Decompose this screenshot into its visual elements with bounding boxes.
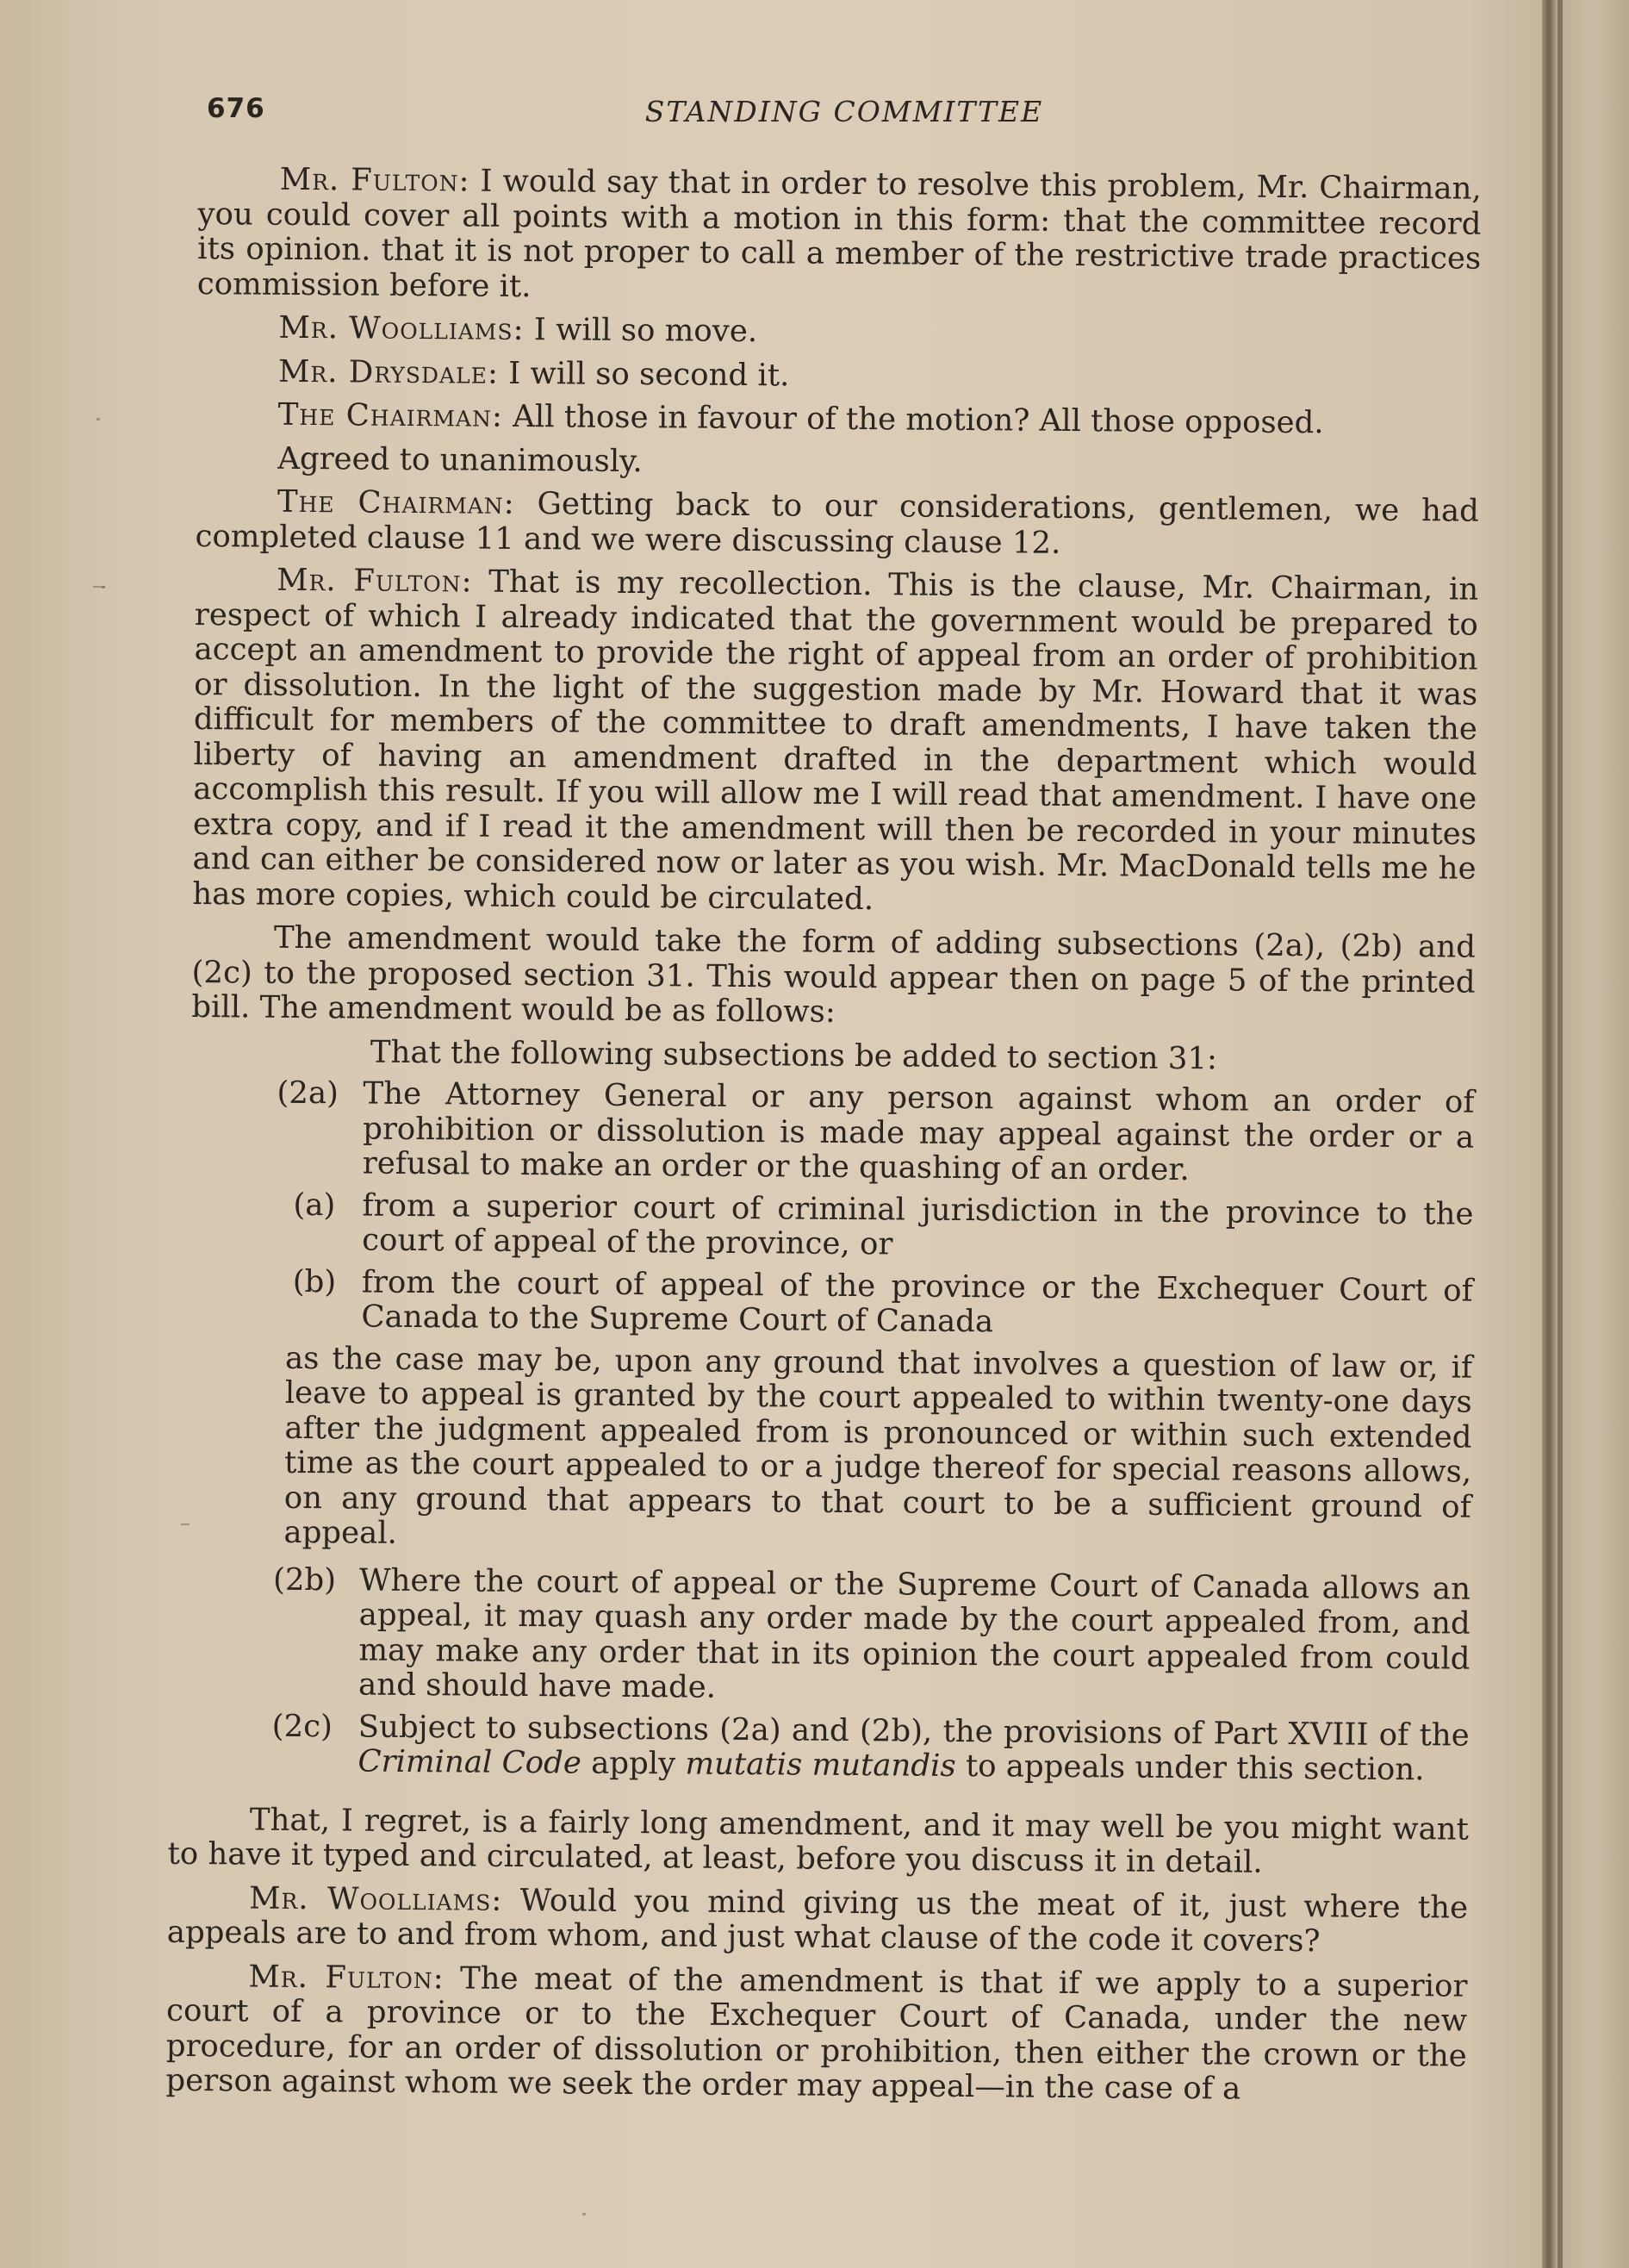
criminal-code-title: Criminal Code — [358, 1743, 582, 1781]
amendment-intro: That the following subsections be added to section 31: — [370, 1034, 1218, 1076]
subsection-text — [358, 1710, 1470, 1788]
paper-speck — [96, 418, 100, 421]
latin-phrase: mutatis mutandis — [685, 1746, 956, 1784]
amendment-continuation: as the case may be, upon any ground that involves a question of law or, if leave to appeal is granted by the court appealed to within twenty-one days after the judgment appealed from is pronounced or within such extended time as the court appealed to or a judge thereof for special reasons allows, on any ground that appears to that court to be a sufficient ground of appeal. — [283, 1340, 1473, 1551]
speech-text: Getting back to our considerations, gentlemen, we had completed clause 11 and we were discussing clause 12. — [195, 485, 1480, 561]
paragraph — [165, 1959, 1467, 2109]
page-header — [207, 93, 1482, 136]
speaker-name: Mr. Woolliams: — [278, 309, 525, 347]
paragraph — [195, 484, 1479, 564]
subsection-text: Where the court of appeal or the Supreme Court of Canada allows an appeal, it may quash any order made by the court appealed from, and may make any order that in its opinion the court appealed from could and should have made. — [358, 1562, 1471, 1705]
text-run: Subject to subsections (2a) and (2b), the provisions of Part XVIII of the — [358, 1709, 1470, 1754]
clause-label: (b) — [292, 1263, 337, 1299]
paragraph — [196, 310, 1480, 355]
speech-text: I will so second it. — [498, 355, 790, 393]
paragraph — [167, 1802, 1469, 1882]
clause-b — [189, 1263, 1473, 1343]
clause-label: (a) — [293, 1187, 336, 1223]
subsection-text: The Attorney General or any person against whom an order of prohibition or dissolution is made may appeal against the order or a refusal to make an order or the quashing of an order. — [362, 1075, 1475, 1188]
paper-speck — [582, 2213, 586, 2215]
speech-text: Would you mind giving us the meat of it, just where the appeals are to and from whom, and just what clause of the code it covers? — [166, 1882, 1469, 1960]
subsection-label: (2b) — [272, 1561, 337, 1598]
paragraph — [192, 563, 1478, 922]
clause-text: from the court of appeal of the province or the Exchequer Court of Canada to the Supreme Court of Canada — [361, 1264, 1473, 1340]
paragraph — [196, 353, 1480, 398]
text-run: apply — [581, 1745, 686, 1782]
subsection-2c — [185, 1708, 1470, 1788]
speaker-name: Mr. Woolliams: — [249, 1880, 503, 1918]
book-gutter — [1542, 0, 1629, 2268]
paragraph — [196, 440, 1479, 485]
speaker-name: Mr. Drysdale: — [277, 353, 500, 391]
paper-speck — [181, 1523, 190, 1525]
speaker-name: The Chairman: — [277, 483, 515, 521]
text-run: to appeals under this section. — [955, 1748, 1425, 1788]
speech-text: I would say that in order to resolve this problem, Mr. Chairman, you could cover all points with a motion in this form: that the committee record its opinion. that it is not proper to call a member of the restrictive trade practices commission before it. — [196, 163, 1482, 304]
speech-text: All those in favour of the motion? All those opposed. — [502, 398, 1324, 441]
paragraph — [191, 920, 1476, 1035]
clause-text: from a superior court of criminal jurisdiction in the province to the court of appeal of the province, or — [362, 1187, 1474, 1262]
speaker-name: Mr. Fulton: — [279, 161, 470, 199]
paragraph — [167, 1880, 1469, 1960]
page-number: 676 — [207, 93, 265, 124]
subsection-2b — [186, 1561, 1470, 1711]
speaker-name: Mr. Fulton: — [248, 1959, 445, 1996]
speech-text: I will so move. — [524, 311, 758, 350]
speech-text: The meat of the amendment is that if we apply to a superior court of a province or to the Exchequer Court of Canada, under the new procedure, for an order of dissolution or prohibition, then either the crown or the person against whom we seek the order may appeal—in the case of a — [165, 1960, 1468, 2107]
body-text — [165, 161, 1482, 2117]
speech-text: Agreed to unanimously. — [277, 440, 643, 479]
subsection-label: (2c) — [271, 1708, 333, 1744]
subsection-label: (2a) — [277, 1075, 339, 1112]
paragraph — [196, 397, 1480, 442]
paper-speck — [93, 586, 105, 588]
speech-text: That, I regret, is a fairly long amendment, and it may well be you might want to have it typed and circulated, at least, before you discuss it in detail. — [167, 1802, 1470, 1880]
running-head: STANDING COMMITTEE — [644, 95, 1044, 128]
paragraph — [197, 162, 1482, 312]
speaker-name: Mr. Fulton: — [277, 562, 473, 600]
subsection-2a — [190, 1075, 1475, 1190]
speaker-name: The Chairman: — [277, 396, 504, 434]
clause-a — [190, 1187, 1474, 1267]
speech-text: That is my recollection. This is the clause, Mr. Chairman, in respect of which I already indicated that the government would be prepared to accept an amendment to provide the right of appeal from an order of prohibition or dissolution. In the light of the suggestion made by Mr. Howard that it was difficult for members of the committee to draft amendments, I have taken the liberty of having an amendment drafted in the department which would accomplish this result. If you will allow me I will read that amendment. I have one extra copy, and if I read it the amendment will then be recorded in your minutes and can either be considered now or later as you wish. Mr. MacDonald tells me he has more copies, which could be circulated. — [192, 564, 1479, 917]
spine-shadow — [1557, 0, 1563, 2268]
speech-text: The amendment would take the form of adding subsections (2a), (2b) and (2c) to the proposed section 31. This would appear then on page 5 of the printed bill. The amendment would be as follows: — [191, 919, 1477, 1030]
